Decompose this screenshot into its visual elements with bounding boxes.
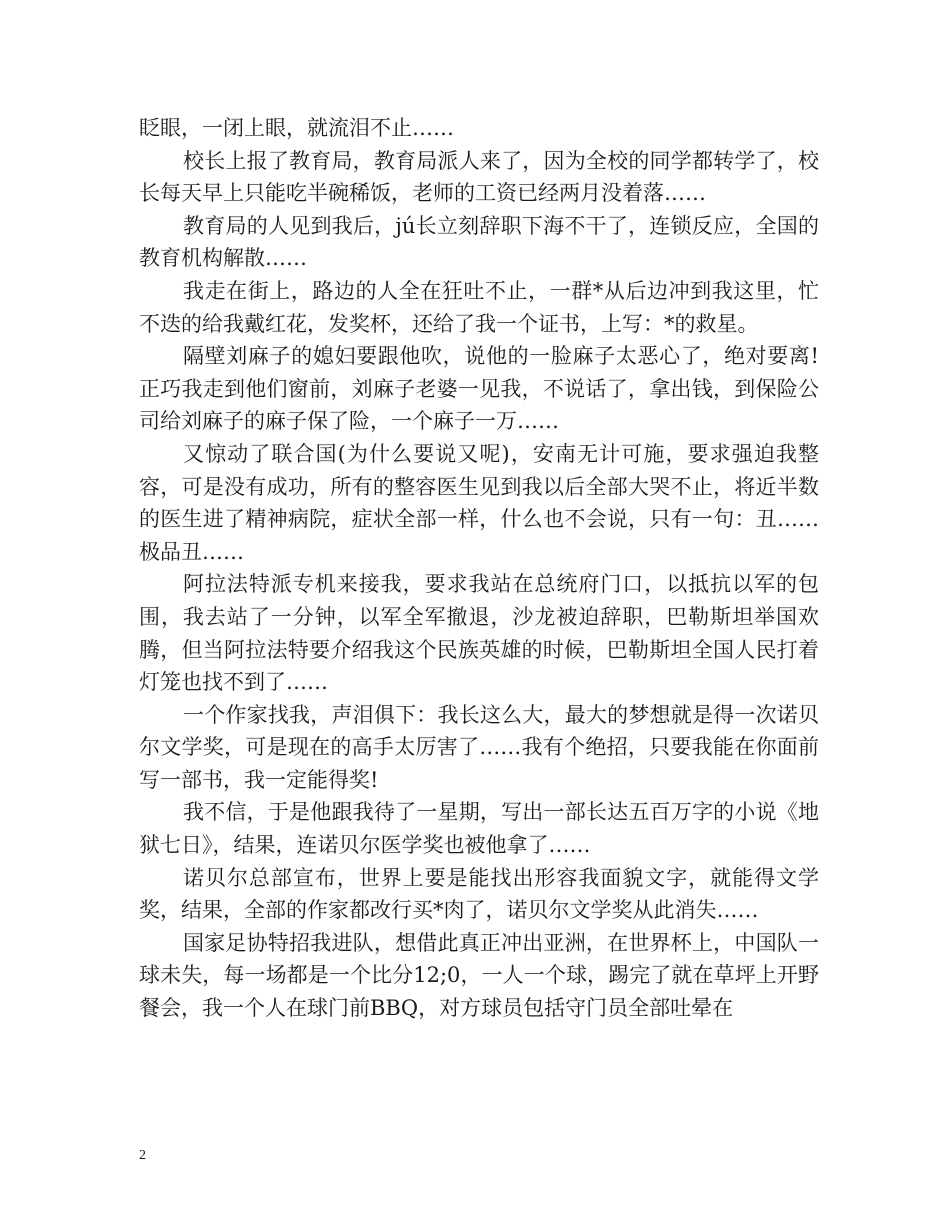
document-body <box>139 112 819 1025</box>
paragraph-8: 一个作家找我，声泪俱下：我长这么大，最大的梦想就是得一次诺贝尔文学奖，可是现在的高手太厉害了……我有个绝招，只要我能在你面前写一部书，我一定能得奖! <box>139 702 819 792</box>
page-number: 2 <box>139 1148 146 1163</box>
paragraph-1: 眨眼，一闭上眼，就流泪不止…… <box>139 116 454 140</box>
paragraph-6: 又惊动了联合国(为什么要说又呢)，安南无计可施，要求强迫我整容，可是没有成功，所有的整容医生见到我以后全部大哭不止，将近半数的医生进了精神病院，症状全部一样，什么也不会说，只有一句：丑……极品丑…… <box>139 441 819 564</box>
paragraph-11: 国家足协特招我进队，想借此真正冲出亚洲，在世界杯上，中国队一球未失，每一场都是一个比分12;0，一人一个球，踢完了就在草坪上开野餐会，我一个人在球门前BBQ，对方球员包括守门员全部吐晕在 <box>139 930 819 1021</box>
paragraph-10: 诺贝尔总部宣布，世界上要是能找出形容我面貌文字，就能得文学奖，结果，全部的作家都改行买*肉了，诺贝尔文学奖从此消失…… <box>139 865 819 923</box>
paragraph-9: 我不信，于是他跟我待了一星期，写出一部长达五百万字的小说《地狱七日》，结果，连诺贝尔医学奖也被他拿了…… <box>139 800 819 858</box>
paragraph-5: 隔壁刘麻子的媳妇要跟他吹，说他的一脸麻子太恶心了，绝对要离!正巧我走到他们窗前，刘麻子老婆一见我，不说话了，拿出钱，到保险公司给刘麻子的麻子保了险，一个麻子一万…… <box>139 344 819 434</box>
paragraph-4: 我走在街上，路边的人全在狂吐不止，一群*从后边冲到我这里，忙不迭的给我戴红花，发奖杯，还给了我一个证书，上写：*的救星。 <box>139 278 819 336</box>
paragraph-3: 教育局的人见到我后，jú长立刻辞职下海不干了，连锁反应，全国的教育机构解散…… <box>139 213 819 271</box>
paragraph-7: 阿拉法特派专机来接我，要求我站在总统府门口，以抵抗以军的包围，我去站了一分钟，以军全军撤退，沙龙被迫辞职，巴勒斯坦举国欢腾，但当阿拉法特要介绍我这个民族英雄的时候，巴勒斯坦全国人民打着灯笼也找不到了…… <box>139 572 819 695</box>
paragraph-2: 校长上报了教育局，教育局派人来了，因为全校的同学都转学了，校长每天早上只能吃半碗稀饭，老师的工资已经两月没着落…… <box>139 148 819 206</box>
